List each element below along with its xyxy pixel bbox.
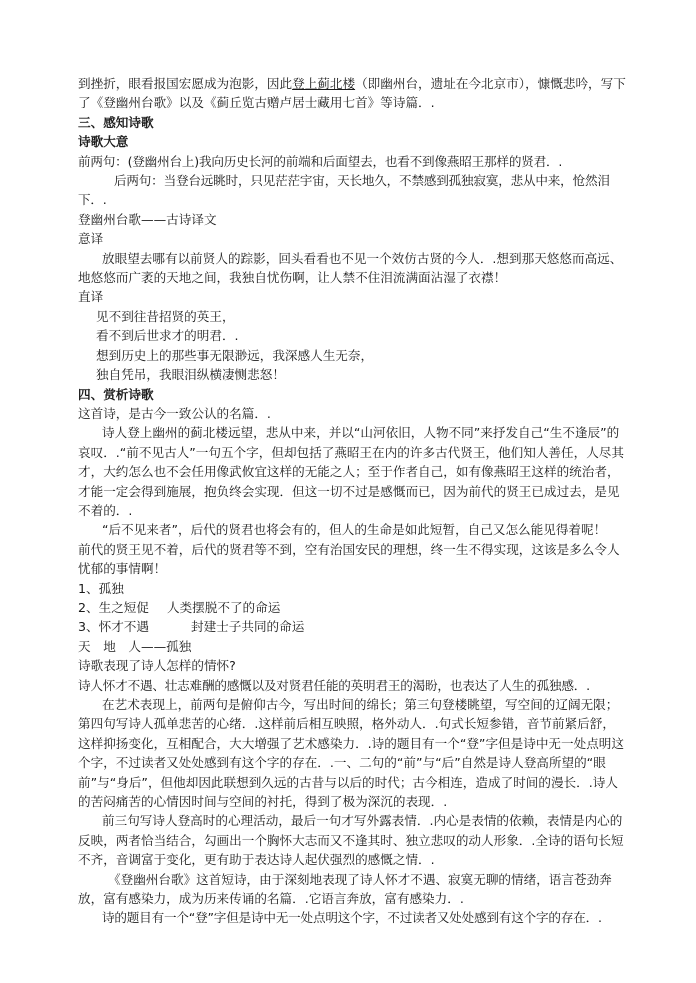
heaven-earth-man-line: 天 地 人——孤独: [78, 638, 192, 654]
question-line: 诗歌表现了诗人怎样的情怀?: [78, 658, 236, 674]
literal-line-2: 看不到后世求才的明君．.: [96, 328, 239, 344]
analysis-paragraph-5: 《登幽州台歌》这首短诗，由于深刻地表现了诗人怀才不遇、寂寞无聊的情绪，语言苍劲奔放，富有感染力，成为历来传诵的名篇．.它语言奔放，富有感染力．.: [78, 871, 612, 907]
translation-title: 登幽州台歌——古诗译文: [78, 211, 217, 227]
analysis-paragraph-1: 诗人登上幽州的蓟北楼远望，悲从中来，并以“山河依旧，人物不同”来抒发自己“生不逢辰”的哀叹．.“前不见古人”一句五个字，但却包括了燕昭王在内的许多古代贤王，他们知人善任，人尽其才，大约怎么也不会任用像武攸宜这样的无能之人；至于作者自己，如有像燕昭王这样的统治者，才能一定会得到施展，抱负终会实现．但这一切不过是感慨而已，因为前代的贤王已成过去，是见不着的．.: [78, 425, 624, 518]
list-item-1: [78, 579, 626, 598]
analysis-paragraph-2a: “后不见来者”，后代的贤君也将会有的，但人的生命是如此短暂，自己又怎么能见得着呢！: [102, 522, 607, 538]
section-4-title: 四、赏析诗歌: [78, 386, 154, 402]
literal-line-3: 想到历史上的那些事无限渺远，我深感人生无奈，: [96, 347, 374, 363]
list-item-label: 3、怀才不遇: [78, 619, 149, 635]
literal-line-1: 见不到往昔招贤的英王，: [96, 308, 235, 324]
literal-translation-label: 直译: [78, 289, 104, 305]
free-translation-label: 意译: [78, 231, 104, 247]
intro-text-end: （即幽州台，遗址在今北京市），慷慨悲吟，写下了《登幽州台歌》以及《蓟丘览古赠卢居士藏用七首》等诗篇．.: [78, 76, 626, 111]
section-3-title: 三、感知诗歌: [78, 114, 154, 130]
literal-line-4: 独自凭吊，我眼泪纵横凄恻悲怒！: [96, 367, 285, 383]
document-page: [78, 74, 626, 928]
intro-text: 到挫折，眼看报国宏愿成为泡影，因此: [78, 76, 293, 91]
list-item-label: 2、生之短促: [78, 599, 149, 615]
section-4-intro: 这首诗，是古今一致公认的名篇．.: [78, 405, 271, 421]
analysis-paragraph-3: 在艺术表现上，前两句是俯仰古今，写出时间的绵长；第三句登楼眺望，写空间的辽阔无限；第四句写诗人孤单悲苦的心绪．.这样前后相互映照，格外动人．.句式长短参错，音节前紧后舒，这样抑扬变化，互相配合，大大增强了艺术感染力．.诗的题目有一个“登”字但是诗中无一处点明这个字，不过读者又处处感到有这个字的存在．.一、二句的“前”与“后”自然是诗人登高所望的“眼前”与“身后”，但他却因此联想到久远的古昔与以后的时代；古今相连，造成了时间的漫长．.诗人的苦闷痛苦的心情因时间与空间的衬托，得到了极为深沉的表现．.: [78, 697, 624, 810]
list-item-3: [78, 617, 626, 636]
meaning-line-2: 后两句：当登台远眺时，只见茫茫宇宙，天长地久，不禁感到孤独寂寞，悲从中来，怆然泪下．.: [78, 173, 610, 208]
list-item-label: 1、孤独: [78, 580, 124, 596]
intro-paragraph: [78, 74, 626, 113]
answer-line: 诗人怀才不遇、壮志难酬的感慨以及对贤君任能的英明君王的渴盼，也表达了人生的孤独感．.: [78, 677, 590, 693]
list-item-2: [78, 598, 626, 617]
analysis-paragraph-6: 诗的题目有一个“登”字但是诗中无一处点明这个字，不过读者又处处感到有这个字的存在．.: [102, 910, 602, 926]
meaning-line-1: 前两句：(登幽州台上)我向历史长河的前端和后面望去，也看不到像燕昭王那样的贤君．.: [78, 153, 563, 169]
analysis-paragraph-4: 前三句写诗人登高时的心理活动，最后一句才写外露表情．.内心是表情的依赖，表情是内心的反映，两者恰当结合，勾画出一个胸怀大志而又不逢其时、独立悲叹的动人形象．.全诗的语句长短不齐，音调富于变化，更有助于表达诗人起伏强烈的感慨之情．.: [78, 813, 624, 868]
intro-underlined: 登上蓟北楼: [292, 76, 356, 91]
list-item-note: 封建士子共同的命运: [190, 619, 305, 635]
analysis-paragraph-2b: 前代的贤王见不着，后代的贤君等不到，空有治国安民的理想，终一生不得实现，这该是多么令人忧郁的事情啊！: [78, 541, 620, 577]
list-item-note: 人类摆脱不了的命运: [166, 599, 281, 615]
section-3-subtitle: 诗歌大意: [78, 134, 129, 150]
free-translation-text: 放眼望去哪有以前贤人的踪影，回头看看也不见一个效仿古贤的今人．.想到那天悠悠而高远、地悠悠而广袤的天地之间，我独自忧伤啊，让人禁不住泪流满面沾湿了衣襟！: [78, 250, 623, 286]
